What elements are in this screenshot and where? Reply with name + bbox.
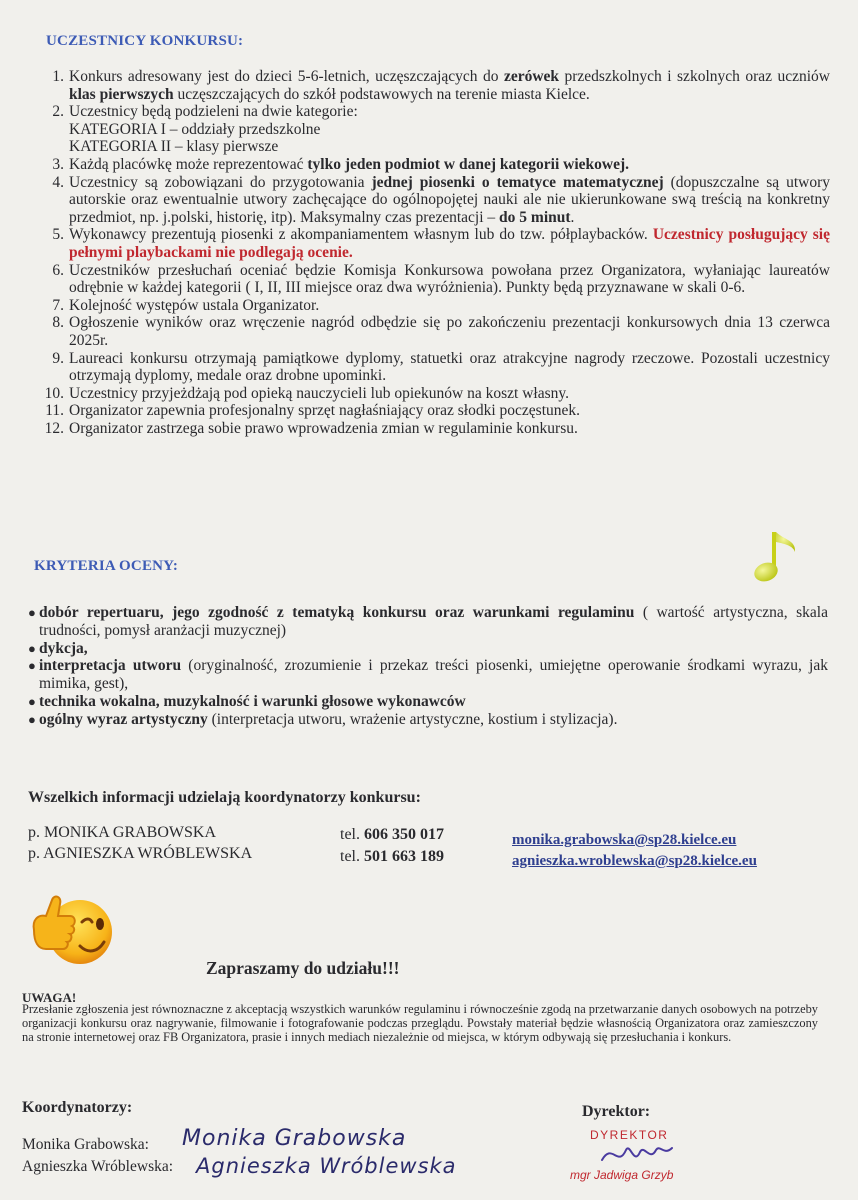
rules-list [40, 68, 830, 437]
rule-text: Uczestnicy będą podzieleni na dwie kategorie: KATEGORIA I – oddziały przedszkolne KATEGORIA II – klasy pierwsze [69, 103, 358, 156]
rule-number: 11. [45, 402, 64, 420]
criteria-text: interpretacja utworu (oryginalność, zrozumienie i przekaz treści piosenki, umiejętne operowanie środkami wyrazu, jak mimika, gest), [39, 657, 828, 693]
rule-number: 9. [52, 349, 64, 367]
rule-number: 7. [52, 296, 64, 314]
rule-number: 10. [44, 384, 64, 402]
music-note-icon [748, 526, 804, 588]
director-label: Dyrektor: [582, 1103, 651, 1120]
coordinator-1-signature: Monika Grabowska [182, 1126, 407, 1151]
thumbs-up-emoji-icon [26, 886, 116, 972]
rule-5 [40, 226, 830, 261]
coordinator-1-name: Monika Grabowska: [22, 1136, 149, 1153]
rule-number: 2. [52, 103, 64, 121]
criteria-item [28, 657, 828, 693]
rule-text: Konkurs adresowany jest do dzieci 5-6-letnich, uczęszczających do zerówek przedszkolnych i szkolnych oraz uczniów klas pierwszych uczęszczających do szkół podstawowych na terenie miasta Kielce. [69, 68, 830, 103]
rule-text: Ogłoszenie wyników oraz wręczenie nagród odbędzie się po zakończeniu prezentacji konkursowych dnia 13 czerwca 2025r. [69, 314, 830, 349]
rule-text: Kolejność występów ustala Organizator. [69, 296, 320, 314]
bullet-icon: ● [28, 658, 36, 674]
rule-number: 4. [52, 173, 64, 191]
notice-body: Przesłanie zgłoszenia jest równoznaczne z akceptacją wszystkich warunków regulaminu i równocześnie zgodą na przetwarzanie danych osobowych na potrzeby organizacji konkursu oraz nagrywanie, filmowanie i fotografowanie podczas przeglądu. Powstały materiał będzie własnością Organizatora oraz zamieszczony na stronie internetowej oraz FB Organizatora, prasie i innych mediach niezależnie od miejsca, w którym odbywają się przesłuchania i konkurs. [22, 1002, 818, 1045]
rule-8 [40, 314, 830, 349]
rule-text: Uczestnicy przyjeżdżają pod opieką nauczycieli lub opiekunów na koszt własny. [69, 384, 569, 402]
rule-7 [40, 297, 830, 315]
participants-header: UCZESTNICY KONKURSU: [46, 33, 244, 49]
rule-3 [40, 156, 830, 174]
rule-text: Uczestnicy są zobowiązani do przygotowania jednej piosenki o tematyce matematycznej (dopuszczalne są utwory autorskie oraz ewentualnie utwory zachęcające do ogólnopojętej nauki ale nie ukierunkowane swą treścią na konkretny przedmiot, np. j.polski, historię, itp). Maksymalny czas prezentacji – do 5 minut. [69, 173, 830, 226]
contact-1-name: p. MONIKA GRABOWSKA [28, 824, 217, 841]
stamp-title: DYREKTOR [590, 1128, 669, 1142]
rule-number: 8. [52, 314, 64, 332]
coordinators-label: Koordynatorzy: [22, 1099, 133, 1116]
contacts-intro: Wszelkich informacji udzielają koordynatorzy konkursu: [28, 789, 421, 806]
criteria-item [28, 693, 828, 711]
coordinator-2-signature: Agnieszka Wróblewska [196, 1154, 457, 1178]
contact-1-email-link[interactable]: monika.grabowska@sp28.kielce.eu [512, 832, 737, 848]
criteria-list [28, 604, 828, 729]
rule-1 [40, 68, 830, 103]
rule-number: 6. [52, 261, 64, 279]
rule-number: 12. [44, 419, 64, 437]
criteria-item [28, 711, 828, 729]
rule-text: Wykonawcy prezentują piosenki z akompaniamentem własnym lub do tzw. półplaybacków. Uczestnicy posługujący się pełnymi playbackami nie podlegają ocenie. [69, 226, 830, 261]
criteria-header: KRYTERIA OCENY: [34, 558, 179, 574]
rule-2 [40, 103, 830, 156]
rule-text: Organizator zastrzega sobie prawo wprowadzenia zmian w regulaminie konkursu. [69, 419, 578, 437]
criteria-text: dobór repertuaru, jego zgodność z tematyką konkursu oraz warunkami regulaminu ( wartość artystyczna, skala trudności, pomysł aranżacji muzycznej) [39, 604, 828, 639]
coordinator-2-name: Agnieszka Wróblewska: [22, 1158, 174, 1175]
invite-text: Zapraszamy do udziału!!! [206, 958, 400, 978]
criteria-text: dykcja, [39, 639, 88, 657]
contact-2-phone: tel. 501 663 189 [340, 848, 444, 865]
criteria-text: technika wokalna, muzykalność i warunki głosowe wykonawców [39, 692, 466, 710]
bullet-icon: ● [28, 693, 36, 709]
director-stamp [570, 1128, 712, 1192]
rule-6 [40, 262, 830, 297]
rule-text: Laureaci konkursu otrzymają pamiątkowe dyplomy, statuetki oraz atrakcyjne nagrody rzeczowe. Pozostali uczestnicy otrzymają dyplomy, medale oraz drobne upominki. [69, 349, 830, 385]
stamp-name: mgr Jadwiga Grzyb [570, 1168, 674, 1182]
criteria-item [28, 640, 828, 658]
bullet-icon: ● [28, 605, 36, 620]
rule-number: 1. [52, 68, 64, 85]
rule-number: 5. [52, 226, 64, 244]
criteria-item [28, 604, 828, 640]
rule-text: Organizator zapewnia profesjonalny sprzęt nagłaśniający oraz słodki poczęstunek. [69, 402, 581, 420]
rule-11 [40, 402, 830, 420]
criteria-text: ogólny wyraz artystyczny (interpretacja utworu, wrażenie artystyczne, kostium i stylizacja). [39, 710, 618, 728]
rule-4 [40, 174, 830, 227]
rule-text: Uczestników przesłuchań oceniać będzie Komisja Konkursowa powołana przez Organizatora, wyłaniając laureatów odrębnie w każdej kategorii ( I, II, III miejsce oraz dwa wyróżnienia). Punkty będą przyznawane w skali 0-6. [69, 261, 830, 297]
rule-number: 3. [52, 155, 64, 173]
contact-2-email-link[interactable]: agnieszka.wroblewska@sp28.kielce.eu [512, 853, 757, 869]
contact-1-phone: tel. 606 350 017 [340, 826, 444, 843]
contact-2-name: p. AGNIESZKA WRÓBLEWSKA [28, 845, 253, 862]
rule-text: Każdą placówkę może reprezentować tylko jeden podmiot w danej kategorii wiekowej. [69, 155, 630, 173]
rule-10 [40, 385, 830, 403]
notice-title: UWAGA! [22, 990, 77, 1005]
rule-9 [40, 350, 830, 385]
bullet-icon: ● [28, 640, 36, 656]
bullet-icon: ● [28, 711, 36, 727]
rule-12 [40, 420, 830, 438]
